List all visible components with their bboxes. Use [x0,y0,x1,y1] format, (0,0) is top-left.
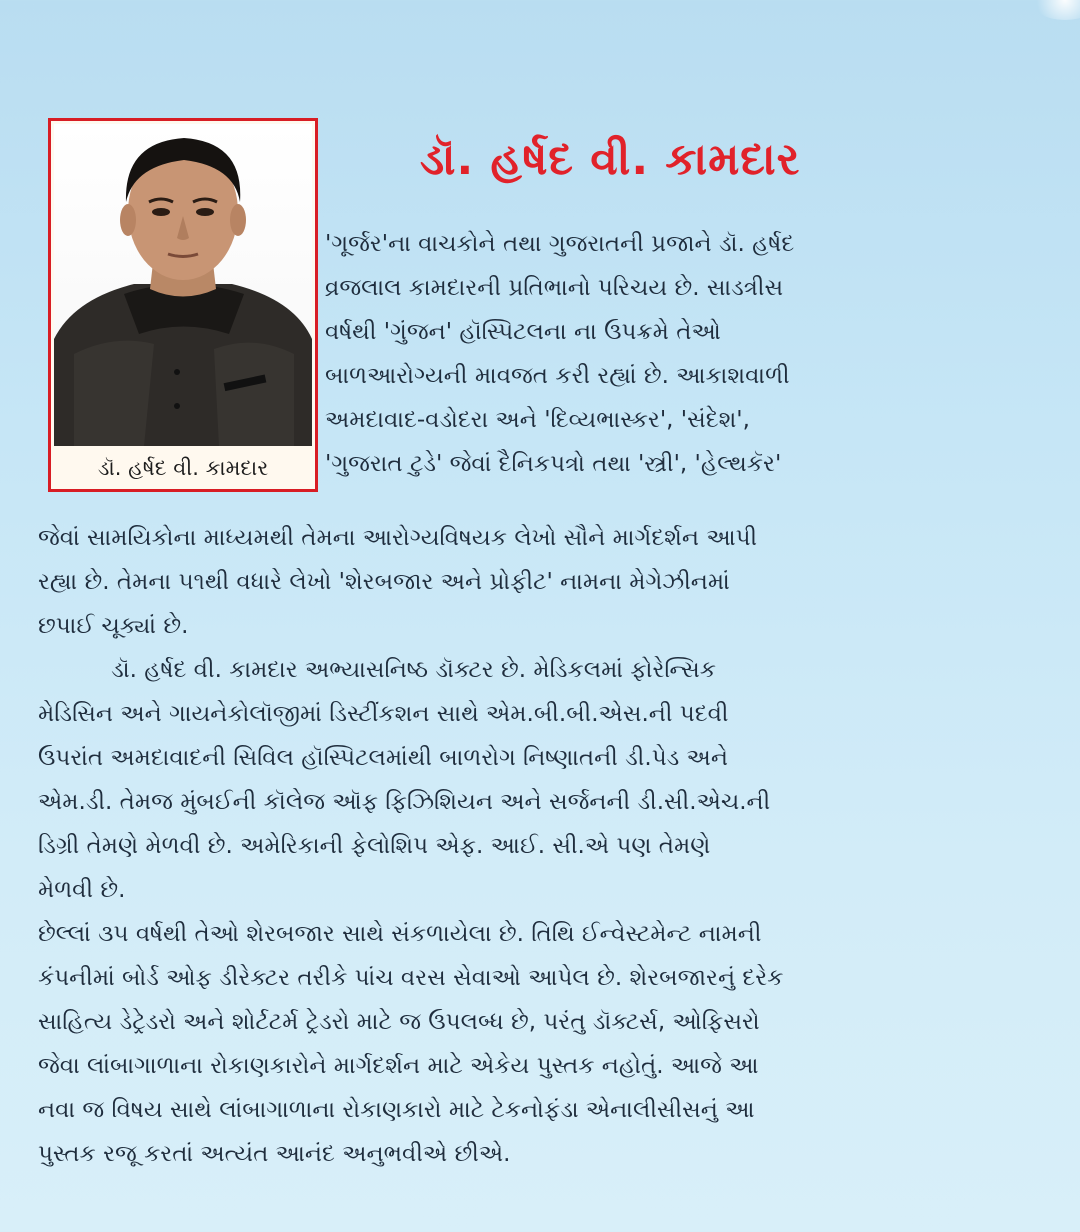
body-line: ઉપરાંત અમદાવાદની સિવિલ હૉસ્પિટલમાંથી બાળરોગ નિષ્ણાતની ડી.પેડ અને [38,745,728,771]
author-name-title: ડૉ. હર્ષદ વી. કામદાર [420,134,801,185]
body-line: મેડિસિન અને ગાયનેકોલૉજીમાં ડિસ્ટીંકશન સાથે એમ.બી.બી.એસ.ની પદવી [38,701,729,727]
intro-line: 'ગૂર્જર'ના વાચકોને તથા ગુજરાતની પ્રજાને ડૉ. હર્ષદ [325,231,795,257]
body-line: છપાઈ ચૂક્યાં છે. [38,613,189,639]
intro-paragraph [325,222,940,486]
body-line: પુસ્તક રજૂ કરતાં અત્યંત આનંદ અનુભવીએ છીએ. [38,1141,511,1167]
intro-line: 'ગુજરાત ટુડે' જેવાં દૈનિકપત્રો તથા 'સ્ત્રી', 'હેલ્થકૅર' [325,451,782,477]
body-line: જેવા લાંબાગાળાના રોકાણકારોને માર્ગદર્શન માટે એકેય પુસ્તક નહોતું. આજે આ [38,1053,759,1079]
body-line: ડિગ્રી તેમણે મેળવી છે. અમેરિકાની ફેલોશિપ એફ. આઈ. સી.એ પણ તેમણે [38,833,711,859]
body-line: રહ્યા છે. તેમના ૫૧થી વધારે લેખો 'શેરબજાર અને પ્રોફીટ' નામના મેગેઝીનમાં [38,569,730,595]
biography-text [38,516,940,1176]
body-line: એમ.ડી. તેમજ મુંબઈની કૉલેજ ઑફ ફિઝિશિયન અને સર્જનની ડી.સી.એચ.ની [38,789,771,815]
light-glare [1030,0,1080,20]
body-line: છેલ્લાં ૩૫ વર્ષથી તેઓ શેરબજાર સાથે સંકળાયેલા છે. તિથિ ઈન્વેસ્ટમેન્ટ નામની [38,921,762,947]
author-photo [54,124,312,446]
body-line: સાહિત્ય ડેટ્રેડરો અને શોર્ટટર્મ ટ્રેડરો માટે જ ઉપલબ્ધ છે, પરંતુ ડૉક્ટર્સ, ઓફિસરો [38,1009,760,1035]
intro-line: બાળઆરોગ્યની માવજત કરી રહ્યાં છે. આકાશવાળી [325,363,790,389]
author-photo-frame [48,118,318,492]
intro-line: વર્ષથી 'ગુંજન' હૉસ્પિટલના ના ઉપક્રમે તેઓ [325,319,721,345]
intro-line: વ્રજલાલ કામદારની પ્રતિભાનો પરિચય છે. સાડત્રીસ [325,275,784,301]
author-portrait-image [54,124,312,446]
photo-caption: ડૉ. હર્ષદ વી. કામદાર [97,456,269,480]
body-line: ડૉ. હર્ષદ વી. કામદાર અભ્યાસનિષ્ઠ ડૉક્ટર છે. મેડિકલમાં ફોરેન્સિક [38,657,716,683]
body-line: નવા જ વિષય સાથે લાંબાગાળાના રોકાણકારો માટે ટેકનોફંડા એનાલીસીસનું આ [38,1097,755,1123]
body-line: કંપનીમાં બોર્ડ ઓફ ડીરેક્ટર તરીકે પાંચ વરસ સેવાઓ આપેલ છે. શેરબજારનું દરેક [38,965,784,991]
body-line: જેવાં સામયિકોના માધ્યમથી તેમના આરોગ્યવિષયક લેખો સૌને માર્ગદર્શન આપી [38,525,758,551]
intro-line: અમદાવાદ-વડોદરા અને 'દિવ્યભાસ્કર', 'સંદેશ', [325,407,750,433]
body-line: મેળવી છે. [38,877,126,903]
